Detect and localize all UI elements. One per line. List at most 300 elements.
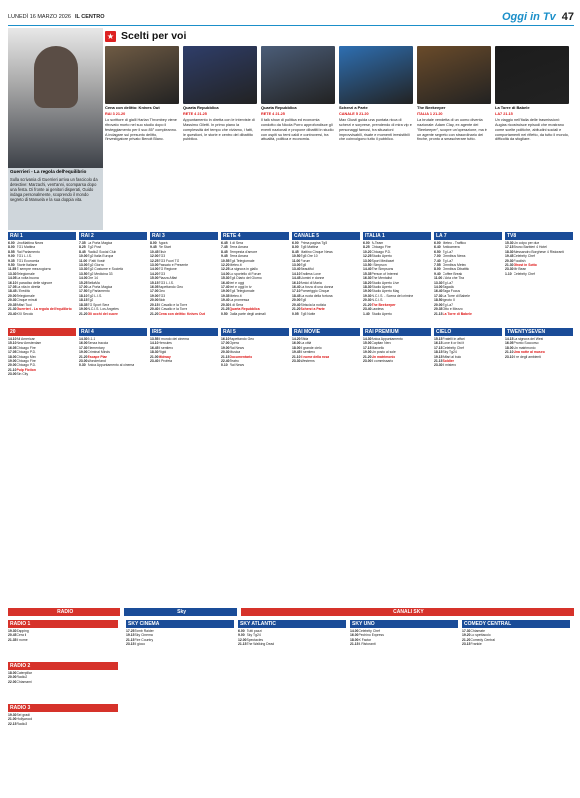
program-title: Dalla parte degli animali bbox=[229, 311, 266, 316]
program-time: 20.30 bbox=[8, 298, 17, 303]
channel-block bbox=[126, 620, 234, 647]
program-time: 20.40 bbox=[150, 307, 159, 312]
program-row[interactable] bbox=[221, 312, 289, 316]
program-title: Frankie bbox=[470, 642, 482, 647]
program-time: 21.15 bbox=[238, 642, 247, 647]
program-row[interactable] bbox=[292, 312, 360, 316]
featured-card-description: La brutale vendetta di un uomo diventa nazionale: Adam Clay, ex agente dei "Beekeeper", scopre un'operazione, ma è un agente segreto con straordinario dei finche, pronto a smascherare tutto. bbox=[417, 118, 487, 142]
program-title: Omnibus Meteo bbox=[442, 263, 467, 268]
program-time: 16.05 bbox=[8, 345, 17, 350]
program-time: 17.15 bbox=[505, 245, 514, 250]
program-title: Il Cavallo e la Torre bbox=[158, 307, 188, 312]
program-time: 0.30 bbox=[79, 363, 86, 368]
channel-name: SKY ATLANTIC bbox=[238, 620, 346, 628]
program-time: 19.40 bbox=[221, 298, 230, 303]
program-time: 8.45 bbox=[79, 249, 86, 254]
program-row[interactable] bbox=[8, 638, 118, 642]
program-time: 16.10 bbox=[221, 337, 230, 341]
section-tab: Sky bbox=[124, 608, 236, 616]
program-time: 8.45 bbox=[292, 249, 299, 254]
program-title: Elementary bbox=[87, 345, 105, 350]
program-time: 14.20 bbox=[292, 337, 301, 341]
program-time: 19.35 bbox=[221, 293, 230, 298]
program-title: Anticamera bbox=[442, 245, 460, 250]
program-title: Rai Parlamento bbox=[16, 249, 40, 254]
program-title: Uomini e donne bbox=[300, 276, 325, 281]
channel-block bbox=[434, 232, 502, 316]
program-time: 13.00 bbox=[292, 263, 301, 268]
program-title: Capitan Nero bbox=[371, 341, 392, 346]
program-row[interactable] bbox=[505, 272, 573, 276]
program-title: Ieri e oggi bbox=[229, 280, 245, 285]
program-time: 19.00 bbox=[79, 307, 88, 312]
program-time: 17.25 bbox=[126, 629, 135, 633]
program-time: 21.20 bbox=[79, 311, 88, 316]
program-title: Il mondo dei cinema bbox=[158, 337, 189, 341]
program-time: 14.10 bbox=[292, 271, 301, 276]
program-title: Sky Tg24 bbox=[442, 350, 457, 355]
program-title: 4 di Sera bbox=[229, 302, 244, 307]
program-title: Chiamate bbox=[470, 629, 486, 633]
program-time: 23.30 bbox=[505, 267, 514, 272]
program-title: Chicago Med bbox=[16, 354, 37, 359]
program-row[interactable] bbox=[434, 363, 502, 367]
program-row[interactable] bbox=[150, 359, 218, 363]
channel-name: RAI 5 bbox=[221, 328, 289, 336]
channel-block bbox=[8, 704, 118, 726]
channel-block bbox=[8, 328, 76, 377]
program-time: 6.50 bbox=[434, 249, 441, 254]
program-title: Chicago P.D. bbox=[371, 249, 392, 254]
program-time: 18.00 bbox=[8, 354, 17, 359]
program-time: 21.15 bbox=[221, 354, 230, 359]
program-title: Tg2 Italia Europa bbox=[87, 254, 114, 259]
program-title: L'Aria che Tira bbox=[442, 276, 465, 281]
program-time: 16.45 bbox=[150, 345, 159, 350]
channel-name: RAI 4 bbox=[79, 328, 147, 336]
program-title: Rai News bbox=[229, 363, 245, 368]
featured-title: Guerrieri - La regola dell'equilibrio bbox=[10, 169, 87, 174]
program-time: 20.35 bbox=[434, 307, 443, 312]
program-row[interactable] bbox=[363, 359, 431, 363]
program-time: 19.00 bbox=[79, 350, 88, 355]
program-title: Tg2 Medicina 33 bbox=[87, 271, 113, 276]
featured-main[interactable] bbox=[8, 28, 103, 230]
program-title: Studio Aperto Mag bbox=[371, 289, 400, 294]
program-time: 21.00 bbox=[150, 354, 159, 359]
program-time: 19.00 bbox=[363, 289, 372, 294]
program-time: 19.00 bbox=[363, 350, 372, 355]
featured-photo bbox=[8, 28, 103, 168]
bottom-tabs bbox=[8, 608, 574, 616]
program-time: 19.15 bbox=[126, 633, 135, 638]
channel-block bbox=[505, 328, 573, 359]
program-row[interactable] bbox=[505, 355, 573, 359]
program-time: 9.50 bbox=[8, 263, 15, 268]
program-time: 20.45 bbox=[8, 633, 17, 638]
program-title: Ore 14 bbox=[87, 276, 98, 281]
program-title: La signora in giallo bbox=[229, 267, 258, 272]
featured-card[interactable] bbox=[495, 46, 569, 230]
program-title: Radio2 bbox=[16, 675, 28, 680]
program-time: 19.45 bbox=[292, 350, 301, 355]
channel-block bbox=[292, 232, 360, 316]
program-time: 19.00 bbox=[8, 359, 17, 364]
program-title: Affari Tuoi bbox=[16, 302, 32, 307]
featured-card-description: Max Giusti guida una puntata ricca di scherzi e sorprese, prendendo di mira vip e personaggi famosi, tra situazioni improvvisabili, risate e momenti irresistibili che coinvolgono tutto il pubblico. bbox=[339, 118, 412, 142]
program-time: 8.00 bbox=[8, 245, 15, 250]
program-time: 19.30 bbox=[363, 293, 372, 298]
program-time: 21.20 bbox=[462, 637, 471, 642]
program-title: Documentario bbox=[229, 354, 253, 359]
program-title: Mattino Cinque News bbox=[300, 249, 333, 254]
program-time: 14.00 bbox=[221, 271, 230, 276]
program-title: Il mistero bbox=[442, 363, 457, 368]
program-title: Un posto al sole bbox=[371, 350, 396, 355]
program-time: 23.00 bbox=[79, 359, 88, 364]
program-row[interactable] bbox=[79, 363, 147, 367]
program-row[interactable] bbox=[150, 312, 218, 316]
program-time: 6.00 bbox=[292, 241, 299, 245]
featured-card-photo bbox=[495, 46, 569, 104]
program-title: Geo bbox=[158, 289, 165, 294]
program-title: N.C.I.S. Los Angeles bbox=[87, 307, 119, 312]
program-title: Celebrity Chef bbox=[513, 254, 535, 259]
featured-card-title: Quarta Repubblica bbox=[183, 105, 219, 110]
program-time: 7.55 bbox=[434, 263, 441, 268]
featured-card-description: Un viaggio nell'Italia delle trasmissioni: Augias ricostruisce episodi che mostrano come scelte politiche, abitudini sociali e comportamenti nei rifletto, da tutto il mondo, difficoltà da sfogliare. bbox=[495, 118, 569, 142]
program-time: 18.00 bbox=[8, 671, 17, 675]
program-title: The Walking Dead bbox=[246, 642, 275, 647]
program-time: 17.15 bbox=[434, 345, 443, 350]
program-title: Il nome bbox=[16, 637, 28, 642]
program-time: 20.00 bbox=[150, 298, 159, 303]
program-title: Telegiornale bbox=[16, 271, 35, 276]
program-title: Tg La7 bbox=[442, 280, 454, 285]
program-title: Guerrieri - La regola dell'equilibrio bbox=[16, 307, 72, 312]
program-title: Passato e Presente bbox=[158, 263, 189, 268]
program-title: Pronto Soccorso bbox=[513, 341, 539, 346]
channel-block bbox=[462, 620, 570, 647]
program-time: 20.00 bbox=[8, 675, 17, 680]
program-title: Endless Love bbox=[300, 271, 321, 276]
program-time: 15.15 bbox=[434, 337, 443, 341]
program-title: Un matrimonio bbox=[371, 354, 396, 359]
program-row[interactable] bbox=[292, 359, 360, 363]
program-title: Teatro bbox=[229, 359, 239, 364]
program-time: 18.00 bbox=[505, 345, 514, 350]
program-time: 21.30 bbox=[505, 263, 514, 268]
program-row[interactable] bbox=[350, 642, 458, 646]
program-row[interactable] bbox=[434, 312, 502, 316]
program-time: 6.00 bbox=[8, 241, 15, 245]
program-title: Rai News bbox=[229, 345, 245, 350]
program-time: 18.30 bbox=[505, 249, 514, 254]
program-time: 17.50 bbox=[79, 289, 88, 294]
featured-card-photo bbox=[105, 46, 179, 104]
program-title: Zapping bbox=[16, 629, 29, 633]
program-title: Ieri e oggi in tv bbox=[229, 285, 252, 290]
page-header bbox=[8, 8, 574, 26]
program-time: 23.40 bbox=[8, 311, 17, 316]
program-row[interactable] bbox=[8, 722, 118, 726]
program-time: 15.10 bbox=[8, 341, 17, 346]
program-title: Alessandro Borghese 4 Ristoranti bbox=[513, 249, 565, 254]
program-time: 16.10 bbox=[8, 280, 17, 285]
program-title: Tg4 Diario del Giorno bbox=[229, 276, 262, 281]
program-title: TG1 L.I.S. bbox=[16, 254, 32, 259]
program-title: La ruota della fortuna bbox=[300, 293, 333, 298]
program-time: 19.00 bbox=[221, 289, 230, 294]
featured-card-description: Appuntamento in diretta con le interviste di Massimo Giletti. In primo piano la complessità del tempo che viviamo, i fatti, le questioni, le storie e centro del dibattito pubblico. bbox=[183, 118, 255, 142]
program-title: Quarta Repubblica bbox=[229, 307, 260, 312]
program-time: 10.55 bbox=[221, 258, 230, 263]
program-time: 21.15 bbox=[126, 637, 135, 642]
channel-name: RETE 4 bbox=[221, 232, 289, 240]
program-time: 16.10 bbox=[292, 280, 301, 285]
program-time: 18.45 bbox=[292, 293, 301, 298]
program-title: Celebrity Chef bbox=[358, 629, 380, 633]
channel-name: RAI 1 bbox=[8, 232, 76, 240]
program-title: L'Eredità bbox=[16, 289, 30, 294]
featured-section bbox=[8, 28, 574, 230]
program-time: 15.00 bbox=[363, 341, 372, 346]
program-title: Cinque minuti bbox=[16, 298, 38, 303]
program-time: 6.00 bbox=[238, 629, 245, 633]
program-title: Il gioco bbox=[134, 642, 146, 647]
featured-card-photo bbox=[417, 46, 491, 104]
program-title: TG1 Mattina bbox=[16, 245, 36, 250]
featured-card[interactable] bbox=[105, 46, 179, 230]
featured-card-channel: RAI 3 21.20 bbox=[105, 112, 126, 116]
program-title: Sky Cinema bbox=[134, 633, 153, 638]
program-time: 16.00 bbox=[350, 633, 359, 638]
program-time: 13.30 bbox=[8, 271, 17, 276]
program-title: 4 di Sera bbox=[229, 241, 244, 245]
issue-date: LUNEDÌ 16 MARZO 2026 bbox=[8, 14, 71, 21]
program-time: 23.00 bbox=[363, 359, 372, 364]
program-title: Il nome della rosa bbox=[300, 354, 330, 359]
featured-card[interactable] bbox=[417, 46, 491, 230]
program-title: N.C.I.S. bbox=[371, 298, 384, 303]
program-time: 19.30 bbox=[8, 629, 17, 633]
program-time: 17.00 bbox=[221, 341, 230, 346]
program-title: Blob bbox=[158, 298, 166, 303]
program-time: 21.30 bbox=[8, 307, 17, 312]
program-title: Ignoto X bbox=[442, 298, 456, 303]
program-time: 18.50 bbox=[434, 298, 443, 303]
program-title: Piazza Affari bbox=[158, 276, 178, 281]
program-time: 21.10 bbox=[505, 350, 514, 355]
program-time: 23.30 bbox=[292, 359, 301, 364]
featured-card-photo bbox=[261, 46, 335, 104]
program-title: È sempre mezzogiorno bbox=[16, 267, 52, 272]
program-time: 21.10 bbox=[8, 367, 17, 372]
program-time: 22.15 bbox=[8, 721, 17, 726]
program-time: 14.10 bbox=[150, 341, 159, 346]
program-time: 9.35 bbox=[8, 258, 15, 263]
program-time: 14.00 bbox=[350, 629, 359, 633]
program-title: Chiamami bbox=[16, 679, 32, 684]
program-title: La città bbox=[300, 341, 312, 346]
program-title: Tg2 Costume e Società bbox=[87, 267, 123, 272]
program-title: Sky Tg24 bbox=[246, 633, 261, 638]
featured-card-title: Quarta Repubblica bbox=[261, 105, 297, 110]
program-title: Beautiful bbox=[300, 267, 314, 272]
program-title: Taga Focus bbox=[442, 289, 461, 294]
program-time: 12.25 bbox=[221, 267, 230, 272]
program-time: 23.30 bbox=[434, 363, 443, 368]
program-title: Sfida bbox=[300, 337, 309, 341]
program-time: 18.30 bbox=[150, 350, 159, 355]
program-title: Tg4 Telegiornale bbox=[229, 258, 255, 263]
channel-name: 20 bbox=[8, 328, 76, 336]
program-title: New Amsterdam bbox=[16, 341, 42, 346]
program-time: 15.30 bbox=[505, 241, 514, 245]
program-time: 16.15 bbox=[434, 341, 443, 346]
featured-card-channel: LA7 21.15 bbox=[495, 112, 513, 116]
program-row[interactable] bbox=[8, 312, 76, 316]
program-title: Studio Aperto bbox=[371, 254, 392, 259]
program-time: 14.00 bbox=[79, 276, 88, 281]
program-title: Tg5 bbox=[300, 298, 307, 303]
page-number: 47 bbox=[561, 10, 574, 23]
program-time: 20.30 bbox=[221, 302, 230, 307]
program-title: The Beekeeper bbox=[371, 302, 396, 307]
program-title: Radio2 Social Club bbox=[87, 249, 117, 254]
program-title: Mr Bean bbox=[513, 267, 527, 272]
program-title: I Simpson bbox=[371, 263, 387, 268]
program-time: 8.45 bbox=[221, 249, 228, 254]
program-title: Gli occhi del cuore bbox=[87, 311, 118, 316]
channel-name: RAI MOVIE bbox=[292, 328, 360, 336]
program-title: Omnibus Dibattito bbox=[442, 267, 470, 272]
program-title: Chicago Fire bbox=[371, 245, 391, 250]
program-time: 8.25 bbox=[363, 245, 370, 250]
program-time: 15.35 bbox=[363, 271, 372, 276]
program-row[interactable] bbox=[8, 680, 118, 684]
program-title: TG3 bbox=[158, 271, 166, 276]
program-time: 18.35 bbox=[79, 302, 88, 307]
program-time: 13.00 bbox=[150, 263, 159, 268]
program-time: 23.00 bbox=[8, 372, 17, 377]
channel-name: CIELO bbox=[434, 328, 502, 336]
program-title: La Porta Magica bbox=[87, 285, 113, 290]
program-time: 21.15 bbox=[434, 359, 443, 364]
newspaper-name: IL CENTRO bbox=[74, 14, 105, 21]
program-title: Comedy Central bbox=[470, 637, 495, 642]
program-title: TG3 bbox=[158, 293, 166, 298]
program-title: X Factor bbox=[358, 637, 372, 642]
program-title: Il commissario bbox=[371, 359, 394, 364]
program-title: Foodish bbox=[513, 258, 526, 263]
program-row[interactable] bbox=[238, 642, 346, 646]
program-title: Tg2 Post bbox=[87, 245, 102, 250]
featured-card-description: Lo scrittore di gialli Harlan Thrombey viene ritrovato morto nel suo studio dopo il festeggiamento per il suo 85° compleanno. A indagare sul presunto delitto, l'investigatore privato Benoit Blanc. bbox=[105, 118, 178, 142]
program-title: A-Team bbox=[371, 241, 384, 245]
program-title: Affari al buio bbox=[442, 354, 462, 359]
featured-card-description: Il talk show di politica ed economia condotto da Nicola Porro approfondisce gli eventi nazionali e propone dibattiti in studio con ospiti su temi caldi e controversi, tra attualità, politica e economia. bbox=[261, 118, 334, 142]
program-time: 7.45 bbox=[221, 245, 228, 250]
program-title: Telegiornale bbox=[16, 293, 35, 298]
featured-card[interactable] bbox=[183, 46, 257, 230]
program-row[interactable] bbox=[126, 642, 234, 646]
program-time: 10.45 bbox=[150, 249, 159, 254]
program-title: TG Regione bbox=[158, 267, 177, 272]
featured-card-photo bbox=[183, 46, 257, 104]
program-title: Hollywood bbox=[16, 717, 33, 722]
program-title: Terra Amara bbox=[229, 245, 248, 250]
featured-card-title: Cena con delitto: Knives Out bbox=[105, 105, 160, 110]
program-time: 18.45 bbox=[8, 289, 17, 294]
program-time: 17.30 bbox=[434, 293, 443, 298]
program-title: Tg4 Telegiornale bbox=[229, 289, 255, 294]
program-time: 1.40 bbox=[363, 311, 370, 316]
featured-card-photo bbox=[339, 46, 413, 104]
channel-block bbox=[363, 232, 431, 316]
program-time: 7.00 bbox=[434, 254, 441, 259]
program-time: 6.45 bbox=[221, 241, 228, 245]
program-time: 22.40 bbox=[221, 359, 230, 364]
program-title: Scherzi a Parte bbox=[300, 307, 325, 312]
program-time: 21.20 bbox=[150, 311, 159, 316]
featured-card-title: Scherzi a Parte bbox=[339, 105, 368, 110]
program-time: 16.00 bbox=[292, 341, 301, 346]
program-title: The Simpsons bbox=[371, 267, 394, 272]
program-time: 17.30 bbox=[79, 345, 88, 350]
program-time: 13.30 bbox=[79, 267, 88, 272]
program-title: Celebrity Chef bbox=[513, 271, 535, 276]
program-time: 13.40 bbox=[292, 267, 301, 272]
program-time: 21.10 bbox=[292, 354, 301, 359]
program-title: XXI Secolo bbox=[16, 311, 34, 316]
program-time: 12.25 bbox=[363, 254, 372, 259]
featured-card-channel: ITALIA 1 21.20 bbox=[417, 112, 443, 116]
program-time: 20.15 bbox=[150, 302, 159, 307]
program-title: Tg La7 bbox=[442, 302, 454, 307]
program-time: 10.20 bbox=[363, 249, 372, 254]
program-row[interactable] bbox=[363, 312, 431, 316]
program-title: Tg5 Mattina bbox=[300, 245, 319, 250]
program-row[interactable] bbox=[8, 372, 76, 376]
program-title: Il grande cielo bbox=[300, 345, 322, 350]
program-row[interactable] bbox=[221, 363, 289, 367]
program-title: Studio Aperto Live bbox=[371, 280, 400, 285]
program-title: Il re degli ambienti bbox=[513, 354, 542, 359]
program-time: 17.15 bbox=[363, 345, 372, 350]
program-title: TG3 bbox=[158, 254, 166, 259]
program-time: 16.05 bbox=[150, 285, 159, 290]
program-row[interactable] bbox=[79, 312, 147, 316]
program-time: 13.50 bbox=[79, 271, 88, 276]
program-title: Meteo.it bbox=[229, 293, 242, 298]
featured-card[interactable] bbox=[261, 46, 335, 230]
program-title: Ghost in Sotto bbox=[513, 263, 537, 268]
program-time: 16.05 bbox=[505, 341, 514, 346]
program-time: 23.10 bbox=[505, 354, 514, 359]
program-title: Fire Country bbox=[134, 637, 154, 642]
featured-card[interactable] bbox=[339, 46, 413, 230]
program-time: 21.15 bbox=[350, 642, 359, 647]
program-title: Forum bbox=[300, 258, 311, 263]
program-title: Tg5 bbox=[300, 263, 307, 268]
program-title: Sin City bbox=[16, 372, 29, 377]
program-time: 18.15 bbox=[79, 298, 88, 303]
featured-description: Sulla scrivania di Guerrieri arriva un fascicolo da detective: Marzachi, vent'anni, scomparsa dopo una festa. Di fronte ai genitori disperati, Guido indaga personalmente, scoprendo il mondo segreto di Manuela e la sua doppia vita. bbox=[10, 177, 98, 203]
program-time: 11.55 bbox=[8, 267, 17, 272]
program-row[interactable] bbox=[462, 642, 570, 646]
program-title: Elisir bbox=[158, 249, 166, 254]
